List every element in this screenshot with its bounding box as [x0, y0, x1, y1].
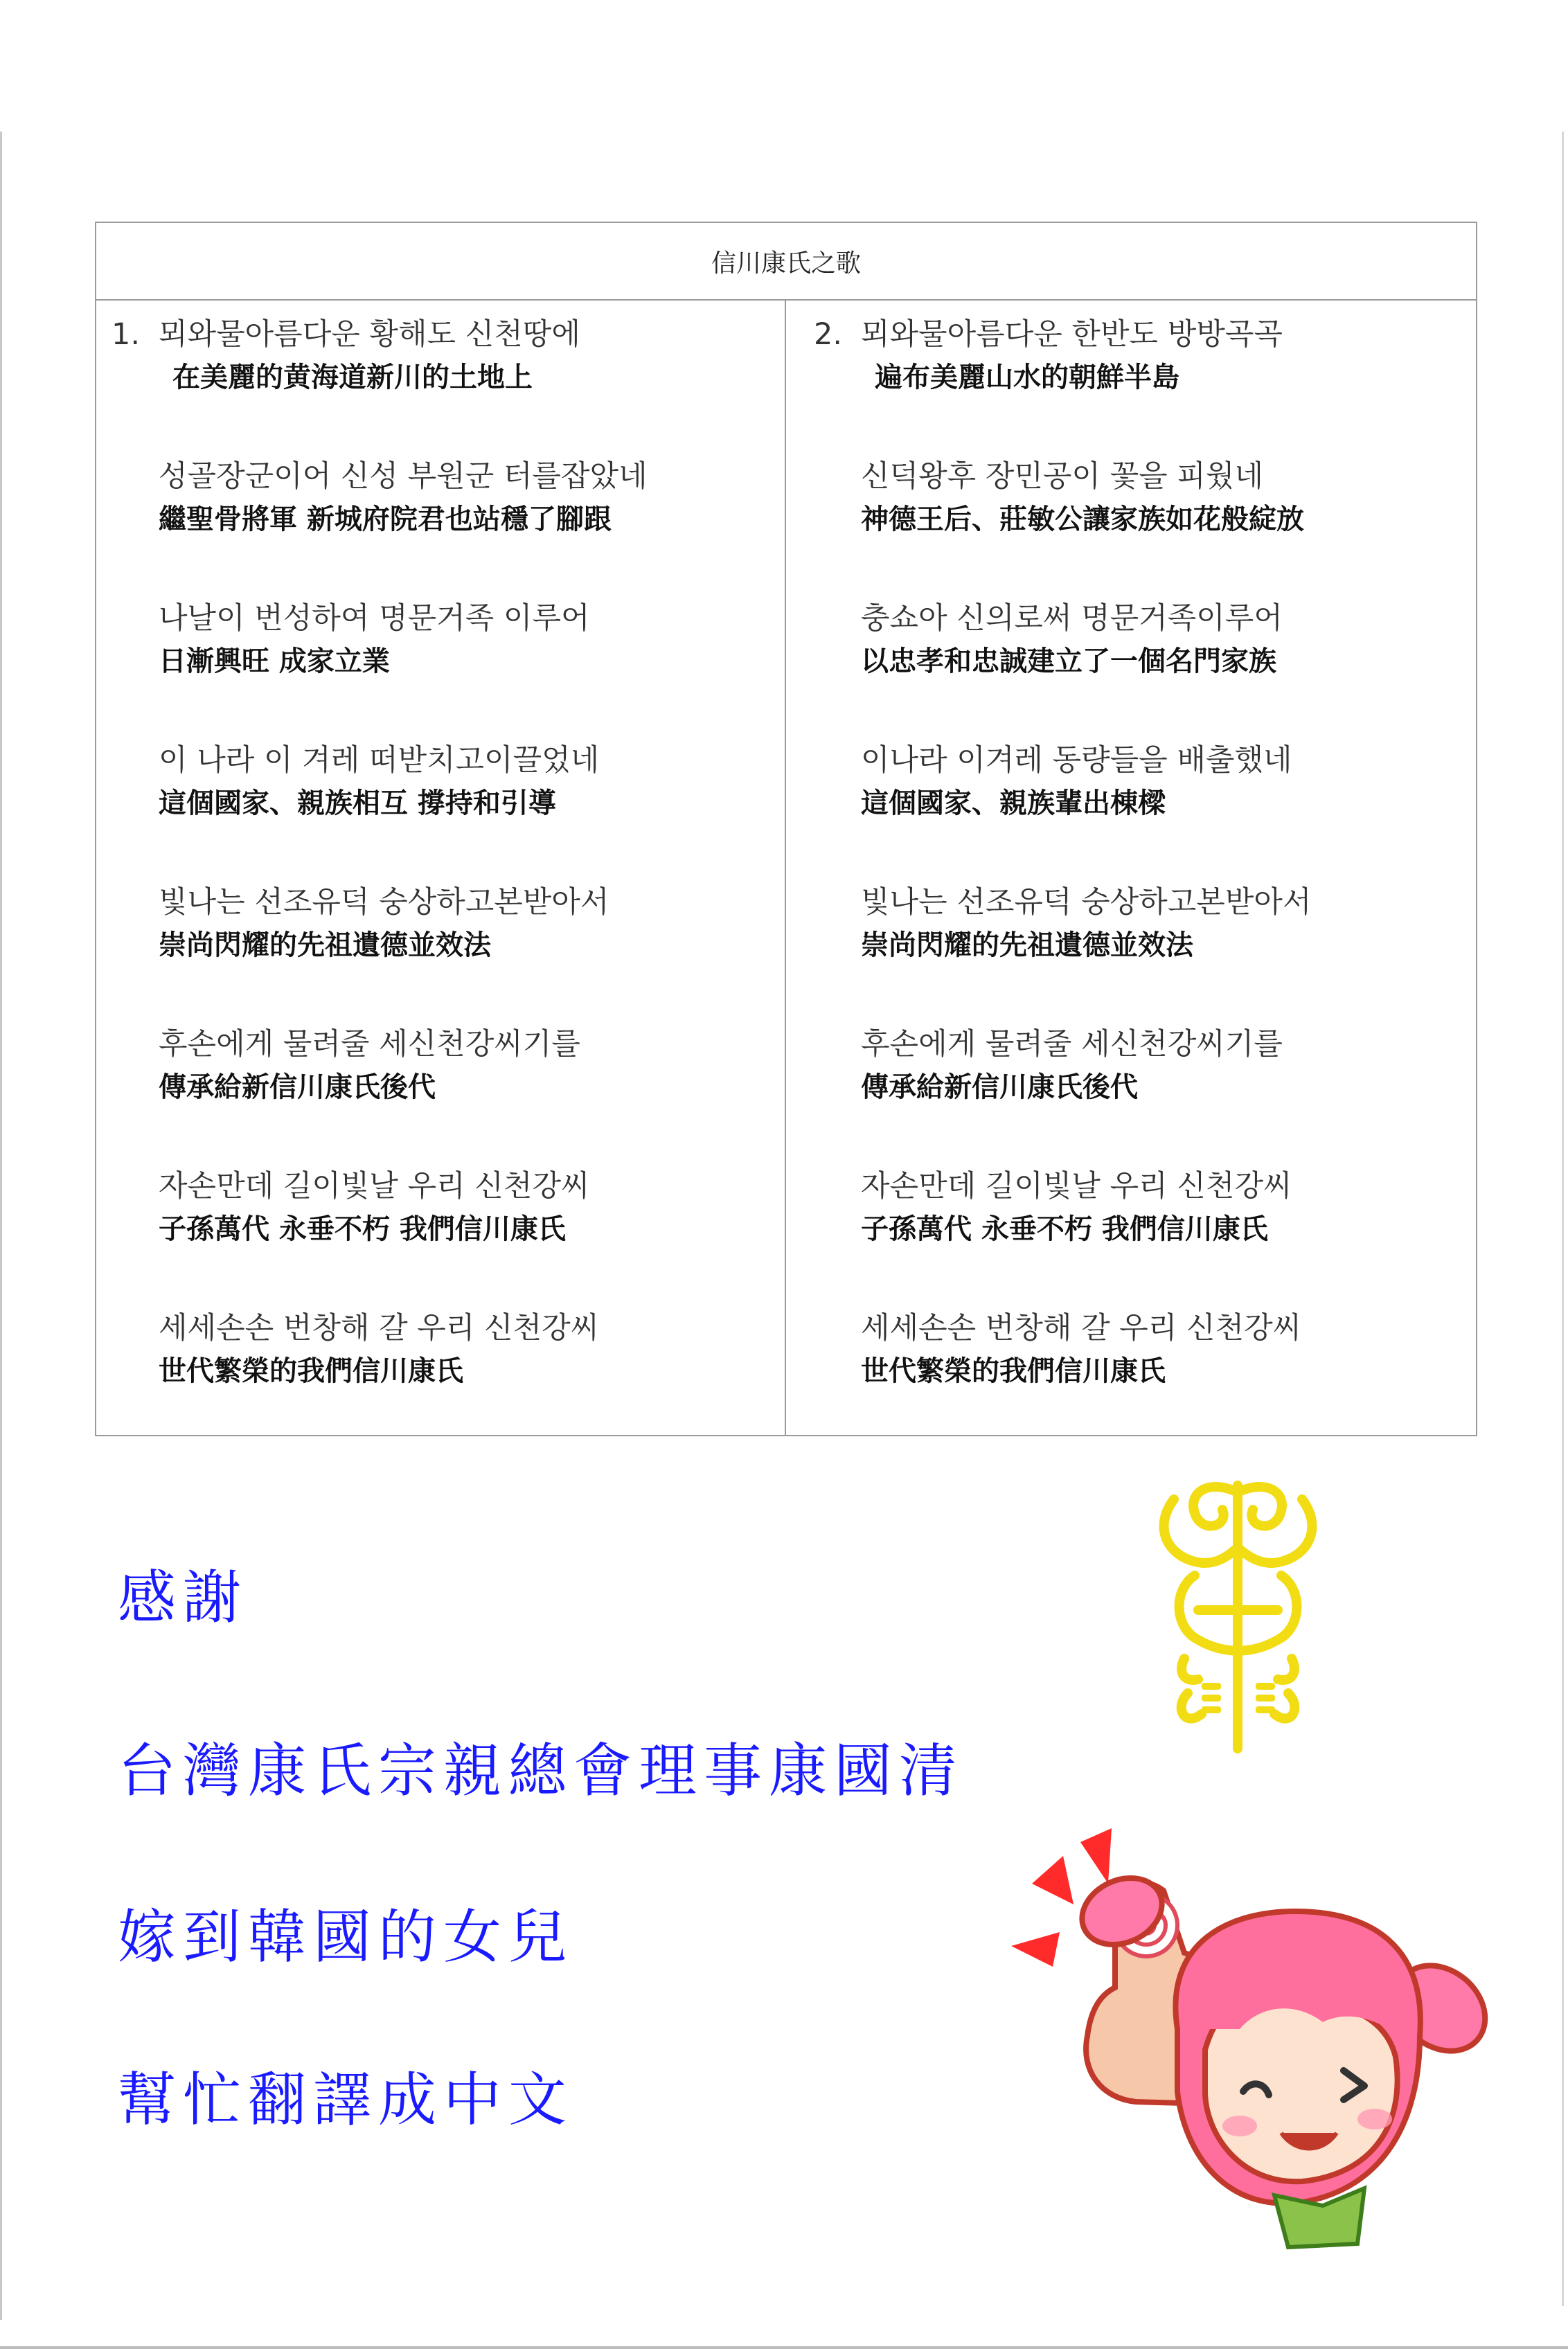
korean-lyric [112, 313, 785, 356]
korean-lyric: 세세손손 번창해 갈 우리 신천강씨 [861, 1311, 1302, 1346]
verse-1-column [96, 301, 786, 1435]
verse-2-line-8 [814, 1307, 1476, 1449]
korean-lyric: 이 나라 이 겨레 떠받치고이끌었네 [159, 743, 600, 778]
korean-lyric: 후손에게 물려줄 세신천강씨기를 [159, 1027, 580, 1062]
chinese-lyric: 子孫萬代 永垂不朽 我們信川康氏 [861, 1213, 1268, 1245]
song-table [95, 222, 1477, 1436]
thanks-line-3: 嫁到韓國的女兒 [118, 1903, 574, 1971]
chinese-lyric: 傳承給新信川康氏後代 [159, 1071, 436, 1103]
chinese-lyric: 繼聖骨將軍 新城府院君也站穩了腳跟 [159, 503, 612, 535]
chinese-lyric: 在美麗的黄海道新川的土地上 [172, 361, 533, 393]
song-title: 信川康氏之歌 [96, 223, 1476, 301]
korean-lyric: 후손에게 물려줄 세신천강씨기를 [861, 1027, 1283, 1062]
verse-2-line-3 [814, 597, 1476, 739]
korean-lyric: 성골장군이어 신성 부원군 터를잡았네 [159, 459, 648, 494]
chinese-lyric: 這個國家、親族輩出棟樑 [861, 787, 1166, 819]
chinese-lyric: 崇尚閃耀的先祖遺德並效法 [861, 929, 1193, 961]
verse-2-column [786, 301, 1476, 1435]
korean-lyric: 자손만데 길이빛날 우리 신천강씨 [159, 1169, 590, 1204]
song-columns [96, 301, 1476, 1435]
clan-emblem-icon [1146, 1472, 1330, 1762]
verse-2-line-2 [814, 455, 1476, 597]
verse-1-line-6 [112, 1023, 785, 1165]
thanks-line-2: 台灣康氏宗親總會理事康國清 [118, 1737, 965, 1805]
korean-lyric: 신덕왕후 장민공이 꽃을 피웠네 [861, 459, 1263, 494]
chinese-lyric: 子孫萬代 永垂不朽 我們信川康氏 [159, 1213, 566, 1245]
verse-2-line-4 [814, 739, 1476, 881]
verse-2-line-6 [814, 1023, 1476, 1165]
verse-1-line-5 [112, 881, 785, 1023]
verse-1-line-8 [112, 1307, 785, 1449]
verse-1-line-4 [112, 739, 785, 881]
verse-2-line-1 [814, 313, 1476, 455]
chinese-lyric: 這個國家、親族相互 撐持和引導 [159, 787, 556, 819]
chinese-lyric: 以忠孝和忠誠建立了一個名門家族 [861, 645, 1276, 677]
chinese-lyric: 遍布美麗山水的朝鮮半島 [875, 361, 1179, 393]
chinese-lyric: 傳承給新信川康氏後代 [861, 1071, 1138, 1103]
korean-lyric: 이나라 이겨레 동량들을 배출했네 [861, 743, 1292, 778]
thanks-line-1: 感謝 [118, 1564, 249, 1632]
thumbs-up-girl-icon [997, 1828, 1496, 2271]
chinese-lyric: 神德王后、莊敏公讓家族如花般綻放 [861, 503, 1304, 535]
verse-number: 2. [814, 317, 843, 352]
page-edge-right [1562, 132, 1564, 2306]
thanks-line-4: 幫忙翻譯成中文 [118, 2066, 574, 2134]
chinese-lyric: 世代繁榮的我們信川康氏 [159, 1355, 463, 1387]
verse-1-line-7 [112, 1165, 785, 1307]
chinese-lyric: 崇尚閃耀的先祖遺德並效法 [159, 929, 491, 961]
page-edge-left [0, 132, 2, 2320]
page-edge-bottom [0, 2346, 1568, 2349]
verse-1-line-2 [112, 455, 785, 597]
korean-lyric: 나날이 번성하여 명문거족 이루어 [159, 601, 590, 636]
korean-lyric-text: 뫼와물아름다운 한반도 방방곡곡 [861, 317, 1283, 352]
korean-lyric: 빛나는 선조유덕 숭상하고본받아서 [159, 885, 609, 920]
verse-2-line-5 [814, 881, 1476, 1023]
korean-lyric: 충쇼아 신의로써 명문거족이루어 [861, 601, 1283, 636]
korean-lyric [814, 313, 1476, 356]
korean-lyric: 빛나는 선조유덕 숭상하고본받아서 [861, 885, 1312, 920]
chinese-lyric: 日漸興旺 成家立業 [159, 645, 390, 677]
verse-number: 1. [112, 317, 141, 352]
verse-1-line-3 [112, 597, 785, 739]
verse-1-line-1 [112, 313, 785, 455]
chinese-lyric: 世代繁榮的我們信川康氏 [861, 1355, 1166, 1387]
korean-lyric: 세세손손 번창해 갈 우리 신천강씨 [159, 1311, 600, 1346]
korean-lyric-text: 뫼와물아름다운 황해도 신천땅에 [159, 317, 580, 352]
korean-lyric: 자손만데 길이빛날 우리 신천강씨 [861, 1169, 1292, 1204]
verse-2-line-7 [814, 1165, 1476, 1307]
